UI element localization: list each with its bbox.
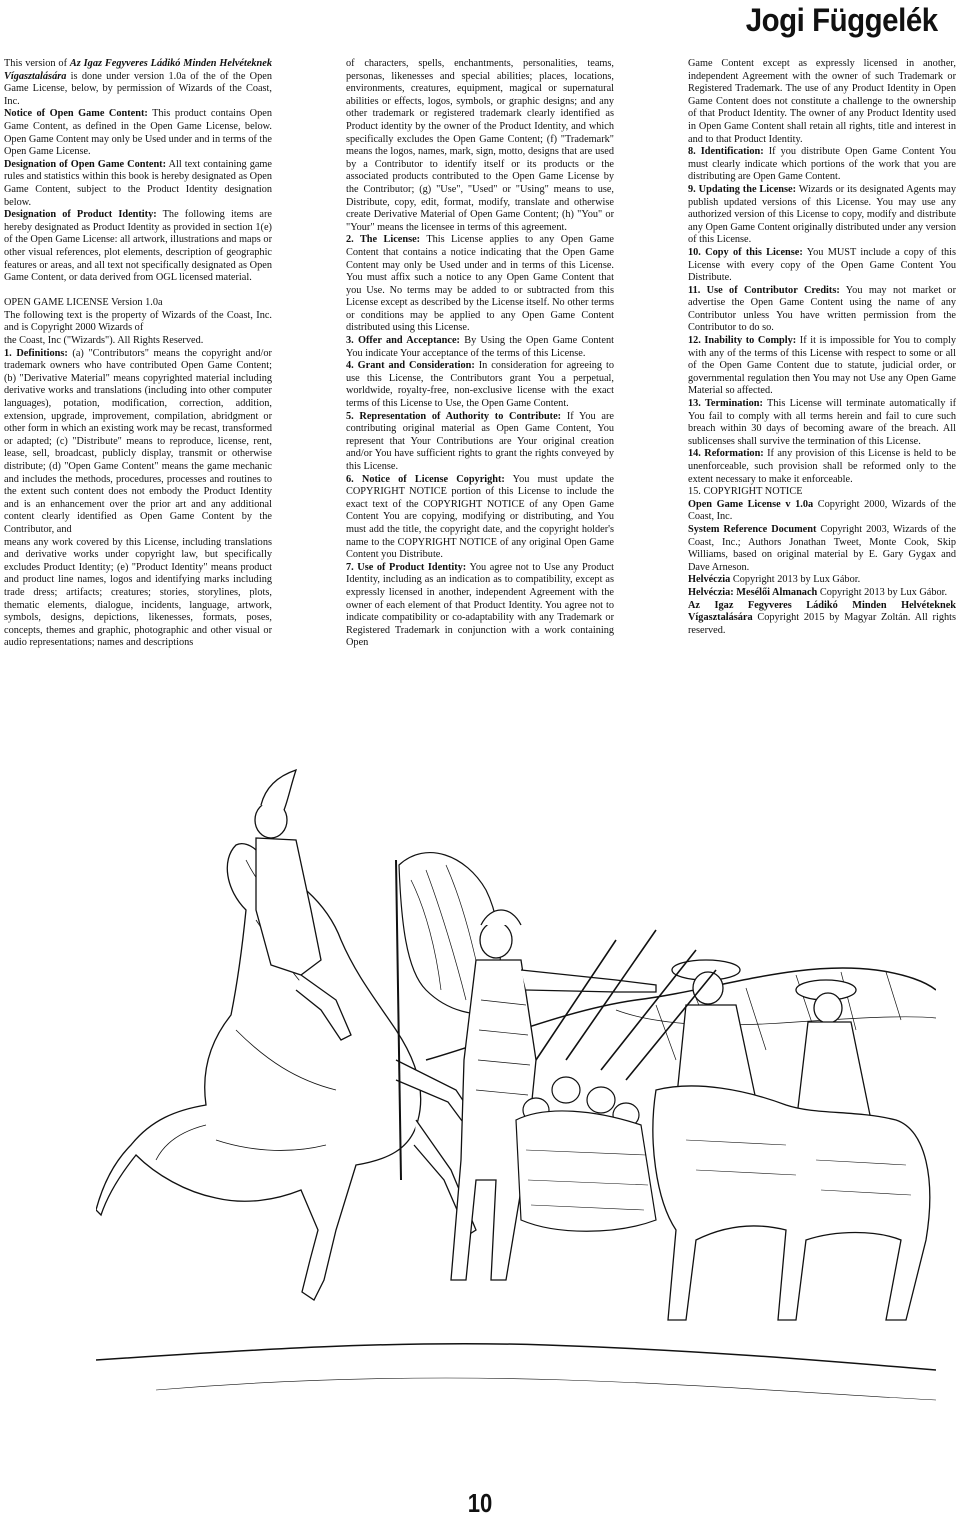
copyright-srd: System Reference Document Copyright 2003, Wizards of the Coast, Inc.; Authors Jonathan Tweet, Monte Cook, Skip Williams, based on original material by E. Gary Gygax and Dave Arneson. <box>688 523 956 573</box>
license-intro-2: the Coast, Inc ("Wizards"). All Rights Reserved. <box>4 335 204 347</box>
license-section-9: 9. Updating the License: Wizards or its designated Agents may publish updated versions of this License. You may use any authorized version of this License to copy, modify and distribute any Open Game Content originally distributed under any version of this License. <box>688 183 956 246</box>
license-section-12: 12. Inability to Comply: If it is impossible for You to comply with any of the terms of this License with respect to some or all of the Open Game Content due to statute, judicial order, or governmental regulation then You may not Use any Open Game Material so affected. <box>688 335 956 397</box>
license-section-5: 5. Representation of Authority to Contribute: If You are contributing original material as Open Game Content, You represent that Your Contributions are Your original creation and/or You have sufficient rights to grant the rights conveyed by this License. <box>346 410 614 472</box>
license-section-7-continued: Game Content except as expressly licensed in another, independent Agreement with the owner of such Trademark or Registered Trademark. The use of any Product Identity in Open Game Content does not constitute a challenge to the ownership of that Product Identity. The owner of any Product Identity used in Open Game Content shall retain all rights, title and interest in and to that Product Identity. <box>688 58 956 145</box>
copyright-ogl: Open Game License v 1.0a Copyright 2000, Wizards of the Coast, Inc. <box>688 498 956 523</box>
legal-column-1 <box>4 58 272 650</box>
license-intro-1: The following text is the property of Wizards of the Coast, Inc. and is Copyright 2000 Wizards of <box>4 309 272 334</box>
page-title: Jogi Függelék <box>746 2 938 38</box>
designation-pi-paragraph: Designation of Product Identity: The following items are hereby designated as Product Identity as provided in section 1(e) of the Open Game License: all artwork, illustrations and maps or other visual references, plot elements, description of geographic features or areas, and all text not specifically designated as Open Game Content, or data derived from OGL licensed material. <box>4 209 272 284</box>
notice-paragraph: Notice of Open Game Content: This product contains Open Game Content, as defined in the Open Game License, below. Open Game Content may only be Used under and in terms of the Open Game License. <box>4 108 272 158</box>
definitions-continued: means any work covered by this License, including translations and derivative works under copyright law, but specifically excludes Product Identity; (e) "Product Identity" means product and product line names, logos and identifying marks including trade dress; artifacts; creatures; stories, storylines, plots, thematic elements, dialogue, incidents, language, artwork, symbols, designs, depictions, likenesses, formats, poses, concepts, themes and graphic, photographic and other visual or audio representations; names and descriptions <box>4 536 272 649</box>
woodcut-cavalry-scene-icon <box>96 760 936 1460</box>
license-section-6: 6. Notice of License Copyright: You must update the COPYRIGHT NOTICE portion of this License to include the exact text of the COPYRIGHT NOTICE of any Open Game Content You are copying, modifying or distributing, and You must add the title, the copyright date, and the copyright holder's name to the COPYRIGHT NOTICE of any original Open Game Content you Distribute. <box>346 473 614 561</box>
copyright-helveczia: Helvéczia Copyright 2013 by Lux Gábor. <box>688 574 861 586</box>
intro-paragraph: This version of Az Igaz Fegyveres Ládikó Minden Helvéteknek Vígasztalására is done under version 1.0a of the of the Open Game License, below, by permission of Wizards of the Coast, Inc. <box>4 58 273 107</box>
license-section-13: 13. Termination: This License will terminate automatically if You fail to comply with all terms herein and fail to cure such breach within 30 days of becoming aware of the breach. All sublicenses shall survive the termination of this License. <box>688 398 956 447</box>
license-title: OPEN GAME LICENSE Version 1.0a <box>4 297 163 309</box>
legal-column-3 <box>688 58 956 637</box>
license-section-8: 8. Identification: If you distribute Open Game Content You must clearly indicate which portions of the work that you are distributing are Open Game Content. <box>688 146 956 183</box>
license-section-11: 11. Use of Contributor Credits: You may not market or advertise the Open Game Content using the name of any Contributor unless You have written permission from the Contributor to do so. <box>688 284 956 334</box>
license-section-15: 15. COPYRIGHT NOTICE <box>688 486 803 498</box>
legal-column-2 <box>346 58 614 650</box>
license-section-3: 3. Offer and Acceptance: By Using the Open Game Content You indicate Your acceptance of the terms of this License. <box>346 335 614 359</box>
copyright-book: Az Igaz Fegyveres Ládikó Minden Helvéteknek Vígasztalására Copyright 2015 by Magyar Zoltán. All rights reserved. <box>688 599 956 636</box>
license-section-7: 7. Use of Product Identity: You agree not to Use any Product Identity, including as an indication as to compatibility, except as expressly licensed in another, independent Agreement with the owner of each element of that Product Identity. You agree not to indicate compatibility or co-adaptability with any Trademark or Registered Trademark in conjunction with a work containing Open <box>346 561 614 649</box>
page-number: 10 <box>467 1488 493 1518</box>
license-section-4: 4. Grant and Consideration: In consideration for agreeing to use this License, the Contributors grant You a perpetual, worldwide, royalty-free, non-exclusive license with the exact terms of this License to Use, the Open Game Content. <box>346 360 614 410</box>
license-section-10: 10. Copy of this License: You MUST include a copy of this License with every copy of the Open Game Content You Distribute. <box>688 246 956 284</box>
copyright-almanach: Helvéczia: Mesélői Almanach Copyright 2013 by Lux Gábor. <box>688 586 948 598</box>
definitions-paragraph: 1. Definitions: (a) "Contributors" means the copyright and/or trademark owners who have contributed Open Game Content; (b) "Derivative Material" means copyrighted material including derivative works and translations (including into other computer languages), potation, modification, correction, addition, extension, upgrade, improvement, compilation, abridgment or other form in which an existing work may be recast, transformed or adapted; (c) "Distribute" means to reproduce, license, rent, lease, sell, broadcast, publicly display, transmit or otherwise distribute; (d) "Open Game Content" means the game mechanic and includes the methods, procedures, processes and routines to the extent such content does not embody the Product Identity and is an enhancement over the prior art and any additional content clearly identified as Open Game Content by the Contributor, and <box>4 347 272 535</box>
definitions-continued-2: of characters, spells, enchantments, personalities, teams, personas, likenesses and special abilities; places, locations, environments, creatures, equipment, magical or supernatural abilities or effects, logos, symbols, or graphic designs; and any other trademark or registered trademark clearly identified as Product identity by the owner of the Product Identity, and which specifically excludes the Open Game Content; (f) "Trademark" means the logos, names, mark, sign, motto, designs that are used by a Contributor to identify itself or its products or the associated products contributed to the Open Game License by the Contributor; (g) "Use", "Used" or "Using" means to use, Distribute, copy, edit, format, modify, translate and otherwise create Derivative Material of Open Game Content; (h) "You" or "Your" means the licensee in terms of this agreement. <box>346 58 614 233</box>
designation-ogc-paragraph: Designation of Open Game Content: All text containing game rules and statistics within this book is hereby designated as Open Game Content, subject to the Product Identity designation below. <box>4 158 273 208</box>
license-section-2: 2. The License: This License applies to any Open Game Content that contains a notice indicating that the Open Game Content may only be Used under and in terms of this License. You must affix such a notice to any Open Game Content that you Use. No terms may be added to or subtracted from this License except as described by the License itself. No other terms or conditions may be applied to any Open Game Content distributed using this License. <box>346 234 614 334</box>
license-section-14: 14. Reformation: If any provision of this License is held to be unenforceable, such provision shall be reformed only to the extent necessary to make it enforceable. <box>688 448 956 485</box>
book-title: Az Igaz Fegyveres Ládikó Minden Helvéteknek Vígasztalására <box>4 58 273 82</box>
